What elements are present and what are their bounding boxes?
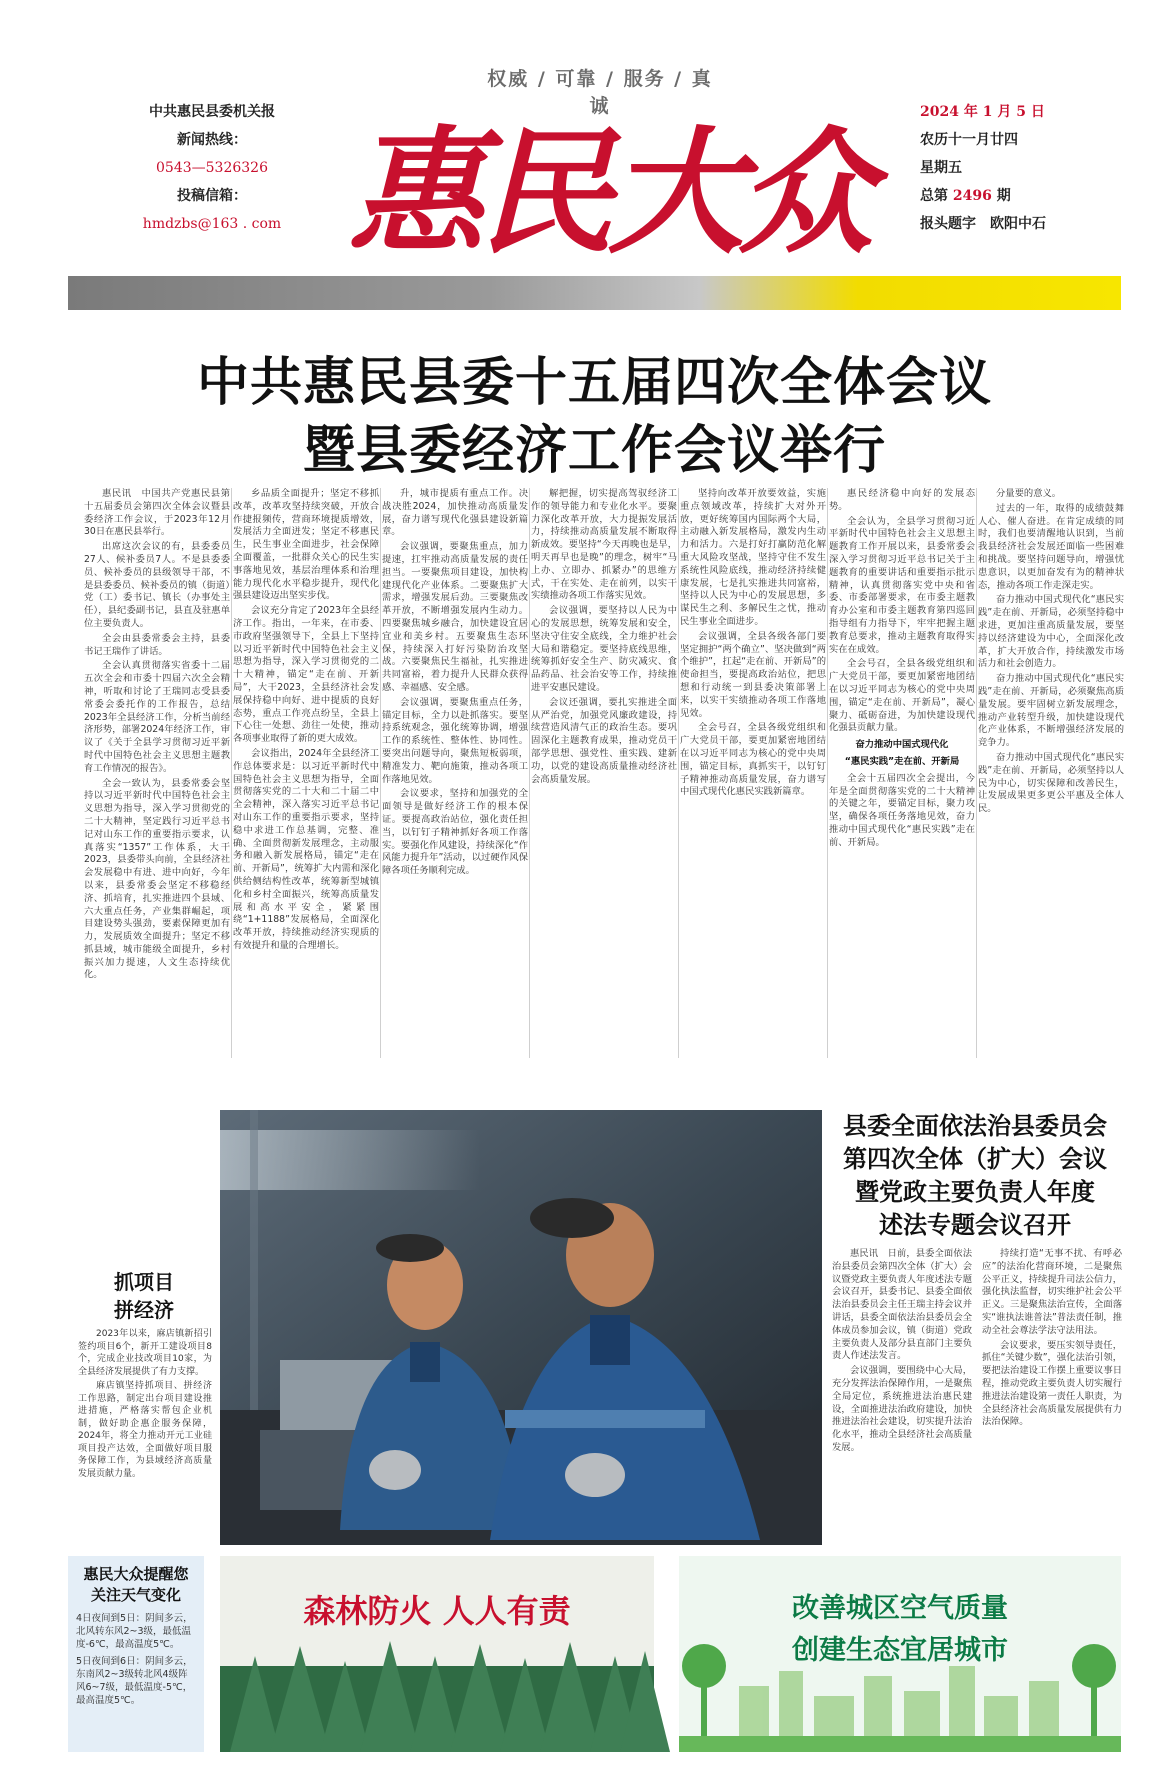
second-paragraph: 惠民讯 日前，县委全面依法治县委员会第四次全体（扩大）会议暨党政主要负责人年度述法专题会议召开，县委书记、县委全面依法治县委员会主任王瑞主持会议并讲话，县委全面依法治县委员会全体成员参加会议，镇（街道）党政主要负责人及部分县直部门主要负责人作述法发言。 — [832, 1248, 972, 1362]
weather-title-line1: 惠民大众提醒您 — [83, 1565, 189, 1583]
lead-story-column — [382, 488, 528, 1060]
forest-fire-ad — [220, 1556, 654, 1752]
lead-paragraph: 全会认真贯彻落实省委十二届五次全会和市委十四届六次全会精神，听取和讨论了王瑞同志受县委常委会委托作的工作报告，总结2023年全县经济工作，分析当前经济形势，部署2024年经济工作，审议了《关于全县学习贯彻习近平新时代中国特色社会主义思想主题教育工作情况的报告》。 — [84, 660, 230, 774]
lead-paragraph: 会议要求，坚持和加强党的全面领导是做好经济工作的根本保证。要提高政治站位，强化责任担当，以钉钉子精神抓好各项工作落实。要强化作风建设，持续深化“作风能力提升年”活动，以过硬作风保障各项任务顺利完成。 — [382, 788, 528, 877]
lead-paragraph: 全会号召，全县各级党组织和广大党员干部，要更加紧密地团结在以习近平同志为核心的党中央周围，锚定目标，真抓实干，以钉钉子精神推动高质量发展，奋力谱写中国式现代化惠民实践新篇章。 — [680, 722, 826, 798]
lead-paragraph: 会议还强调，要扎实推进全面从严治党，加强党风廉政建设，持续营造风清气正的政治生态。要巩固深化主题教育成果，推动党员干部学思想、强党性、重实践、建新功，以党的建设高质量推动经济社会高质量发展。 — [531, 696, 677, 785]
lead-paragraph: 出席这次会议的有，县委委员27人、候补委员7人。不是县委委员、候补委员的县级领导干部，不是县委委员、候补委员的镇（街道）党（工）委书记、镇长（办事处主任），县纪委副书记，县直及驻惠单位主要负责人。 — [84, 541, 230, 629]
second-headline-line: 暨党政主要负责人年度 — [855, 1178, 1095, 1206]
masthead-credit: 报头题字 欧阳中石 — [920, 216, 1046, 232]
hotline-number: 0543—5326326 — [156, 160, 268, 176]
lead-paragraph: 奋力推动中国式现代化“惠民实践”走在前、开新局，必须坚持稳中求进，更加注重高质量发展，要坚持以经济建设为中心，全面深化改革，扩大开放合作，持续激发市场活力和社会创造力。 — [978, 594, 1124, 670]
lead-paragraph: 升，城市提质有重点工作。决战决胜2024，加快推动高质量发展，奋力谱写现代化强县建设新篇章。 — [382, 488, 528, 538]
issue-date: 2024 年 1 月 5 日 — [920, 104, 1045, 120]
lead-story-column — [978, 488, 1124, 1060]
email-label: 投稿信箱： — [177, 188, 247, 204]
column-rule — [380, 488, 381, 1058]
header-divider-bar — [68, 276, 1121, 310]
lead-paragraph: 全会号召，全县各级党组织和广大党员干部，要更加紧密地团结在以习近平同志为核心的党中央周围，锚定“走在前、开新局”，凝心聚力、砥砺奋进，为加快建设现代化强县贡献力量。 — [829, 658, 975, 734]
issue-info — [920, 98, 1080, 238]
lead-paragraph: 分量要的意义。 — [996, 488, 1062, 499]
lead-story-column — [84, 488, 230, 1060]
lead-paragraph: 过去的一年，取得的成绩鼓舞人心、催人奋进。在肯定成绩的同时，我们也要清醒地认识到，当前我县经济社会发展还面临一些困难和挑战。要坚持问题导向，增强忧患意识，以更加奋发有为的精神状态，推动各项工作走深走实。 — [978, 502, 1124, 591]
lead-paragraph: 会议指出，2024年全县经济工作总体要求是：以习近平新时代中国特色社会主义思想为指导，全面贯彻落实党的二十大和二十届二中全会精神，深入落实习近平总书记对山东工作的重要指示要求，坚持稳中求进工作总基调，完整、准确、全面贯彻新发展理念，主动服务和融入新发展格局，锚定“走在前、开新局”，统筹扩大内需和深化供给侧结构性改革，统筹新型城镇化和乡村全面振兴，统筹高质量发展和高水平安全，紧紧围绕“1+1188”发展格局，全面深化改革开放，持续推动经济实现质的有效提升和量的合理增长。 — [233, 747, 379, 951]
lead-paragraph: 全会由县委常委会主持，县委书记王瑞作了讲话。 — [84, 632, 230, 657]
weather-item: 5日夜间到6日：阴间多云，东南风2~3级转北风4级阵风6~7级，最低温度-5℃，最高温度5℃。 — [76, 1656, 193, 1706]
lead-headline-line2: 暨县委经济工作会议举行 — [302, 421, 886, 481]
second-headline-line: 述法专题会议召开 — [879, 1211, 1071, 1239]
second-paragraph: 会议强调，要围绕中心大局，充分发挥法治保障作用，一是聚焦全局定位，系统推进法治惠民建设，全面推进法治政府建设，加快推进法治社会建设，切实提升法治化水平，推动全县经济社会高质量发展。 — [832, 1365, 972, 1453]
weather-item: 4日夜间到5日：阴间多云，北风转东风2~3级，最低温度-6℃，最高温度5℃。 — [76, 1613, 193, 1650]
second-headline-line: 县委全面依法治县委员会 — [843, 1112, 1107, 1140]
masthead-logo — [348, 100, 868, 273]
workers-photo — [220, 1110, 822, 1545]
lead-paragraph: 会议强调，要坚持以人民为中心的发展思想，统筹发展和安全，坚决守住安全底线，全力维护社会大局和谐稳定。要坚持底线思维，统筹抓好安全生产、防灾减灾、食品药品、社会治安等工作，持续推进平安惠民建设。 — [531, 605, 677, 693]
feature-paragraph: 2023年以来，麻店镇新招引签约项目6个，新开工建设项目8个，完成企业技改项目10家，为全县经济发展提供了有力支撑。 — [78, 1329, 212, 1377]
weather-forecast — [68, 1606, 204, 1717]
lead-paragraph: 解把握，切实提高驾驭经济工作的领导能力和专业化水平。要聚力深化改革开放，大力提振发展活力，持续推动高质量发展不断取得新成效。要坚持“今天再晚也是早，明天再早也是晚”的理念，树牢“马上办、立即办、抓紧办”的思维方式，干在实处、走在前列，以实干实绩推动各项工作落实见效。 — [531, 488, 677, 602]
feature-paragraph: 麻店镇坚持抓项目、拼经济工作思路，制定出台项目建设推进措施，严格落实帮包企业机制，做好助企惠企服务保障，2024年，将全力推动开元工业硅项目投产达效，全面做好项目服务保障工作，为县域经济高质量发展贡献力量。 — [78, 1381, 212, 1479]
column-rule — [231, 488, 232, 1058]
lead-story-column — [680, 488, 826, 1060]
second-story-column — [982, 1248, 1122, 1548]
lead-paragraph: 坚持向改革开放要效益，实施重点领域改革，持续扩大对外开放，更好统筹国内国际两个大局，主动融入新发展格局，激发内生动力和活力。六是打好打赢防范化解重大风险攻坚战，坚持守住不发生系统性风险底线，推动经济持续健康发展，七是扎实推进共同富裕，坚持以人民为中心的发展思想，多谋民生之利、多解民生之忧，推动民生事业全面进步。 — [680, 488, 826, 627]
lead-paragraph: 会议充分肯定了2023年全县经济工作。指出，一年来，在市委、市政府坚强领导下，全县上下坚持以习近平新时代中国特色社会主义思想为指导，深入学习贯彻党的二十大精神，锚定“走在前、开新局”，大干2023，全县经济社会发展保持稳中向好、进中提质的良好态势，重点工作亮点纷呈，全县上下心往一处想、劲往一处使，推动各项事业取得了新的更大成效。 — [233, 605, 379, 745]
publisher-name: 中共惠民县委机关报 — [149, 104, 275, 120]
feature-headline-line1: 抓项目 — [114, 1270, 174, 1294]
second-headline-line: 第四次全体（扩大）会议 — [843, 1145, 1107, 1173]
masthead-title: 惠民大众 — [348, 113, 868, 273]
lead-paragraph: 乡品质全面提升；坚定不移抓改革，改革攻坚持续突破，开放合作捷报频传，营商环境提质增效，发展活力全面迸发；坚定不移惠民生，民生事业全面进步，社会保障全面覆盖，一批群众关心的民生实事落地见效，基层治理体系和治理能力现代化水平稳步提升，现代化强县建设迈出坚实步伐。 — [233, 488, 379, 602]
lead-paragraph: 全会认为，全县学习贯彻习近平新时代中国特色社会主义思想主题教育工作开展以来，县委常委会深入学习贯彻习近平总书记关于主题教育的重要讲话和重要指示批示精神，认真贯彻落实党中央和省委、市委部署要求，在市委主题教育办公室和市委主题教育第四巡回指导组有力指导下，牢牢把握主题教育总要求，推动主题教育取得实实在在成效。 — [829, 515, 975, 655]
email-address: hmdzbs@163 . com — [142, 216, 282, 232]
issue-number-value: 2496 — [952, 188, 992, 204]
lead-paragraph: “惠民实践”走在前、开新局 — [844, 755, 960, 767]
publisher-info — [112, 98, 312, 238]
masthead-slogan: 权威 / 可靠 / 服务 / 真诚 — [487, 68, 713, 117]
lead-story-column — [531, 488, 677, 1060]
second-paragraph: 会议要求，要压实领导责任，抓住“关键少数”，强化法治引领，要把法治建设工作摆上重要议事日程，推动党政主要负责人切实履行推进法治建设第一责任人职责，为全县经济社会高质量发展提供有力法治保障。 — [982, 1339, 1122, 1428]
lead-paragraph: 奋力推动中国式现代化“惠民实践”走在前、开新局，必须聚焦高质量发展。要牢固树立新发展理念，推动产业转型升级，加快建设现代化产业体系，不断增强经济发展的竞争力。 — [978, 673, 1124, 749]
lead-paragraph: 会议强调，要聚焦重点任务，锚定目标，全力以赴抓落实。要坚持系统观念，强化统筹协调，增强工作的系统性、整体性、协同性。要突出问题导向，聚焦短板弱项，精准发力、靶向施策，推动各项工作落地见效。 — [382, 696, 528, 785]
air-quality-ad — [679, 1556, 1121, 1752]
issue-suffix: 期 — [996, 188, 1011, 204]
hotline-label: 新闻热线： — [177, 132, 247, 148]
second-paragraph: 持续打造“无事不扰、有呼必应”的法治化营商环境，二是聚焦公平正义，持续提升司法公信力，强化执法监督，切实维护社会公平正义。三是聚焦法治宣传，全面落实“谁执法谁普法”普法责任制，推动全社会尊法学法守法用法。 — [982, 1248, 1122, 1336]
second-story-column — [832, 1248, 972, 1548]
lead-paragraph: 会议强调，全县各级各部门要坚定拥护“两个确立”、坚决做到“两个维护”，扛起“走在前、开新局”的使命担当，要提高政治站位，把思想和行动统一到县委决策部署上来，以实干实绩推动各项工作落地见效。 — [680, 630, 826, 719]
lead-story-column — [233, 488, 379, 1060]
lead-headline-line1: 中共惠民县委十五届四次全体会议 — [196, 353, 992, 413]
forest-fire-slogan: 森林防火 人人有责 — [303, 1592, 571, 1630]
second-story-headline — [830, 1110, 1120, 1242]
lead-paragraph: 惠民经济稳中向好的发展态势。 — [829, 488, 975, 512]
lead-paragraph: 奋力推动中国式现代化 — [855, 739, 949, 751]
column-rule — [678, 488, 679, 1058]
column-rule — [976, 488, 977, 1058]
weekday: 星期五 — [920, 160, 962, 176]
feature-headline-line2: 拼经济 — [114, 1298, 174, 1322]
lead-paragraph: 全会一致认为，县委常委会坚持以习近平新时代中国特色社会主义思想为指导，深入学习贯彻党的二十大精神，坚定践行习近平总书记对山东工作的重要指示要求，认真落实“1357”工作体系，大干2023，县委带头向前，全县经济社会发展稳中有进、进中向好，今年以来，县委常委会坚定不移稳经济、抓培育，扎实推进四个县域、六大重点任务，产业集群崛起，项目建设势头强劲，要素保障更加有力，发展质效全面提升；坚定不移抓县域，城市能级全面提升，乡村振兴加力提速，人文生态持续优化。 — [84, 777, 230, 981]
column-rule — [529, 488, 530, 1058]
column-rule — [827, 488, 828, 1058]
lead-paragraph: 惠民讯 中国共产党惠民县第十五届委员会第四次全体会议暨县委经济工作会议，于2023年12月30日在惠民县举行。 — [84, 488, 230, 538]
feature-headline — [88, 1268, 200, 1324]
lunar-date: 农历十一月廿四 — [920, 132, 1018, 148]
lead-paragraph: 奋力推动中国式现代化“惠民实践”走在前、开新局，必须坚持以人民为中心，切实保障和改善民生，让发展成果更多更公平惠及全体人民。 — [978, 751, 1124, 815]
weather-box — [68, 1556, 204, 1752]
issue-prefix: 总第 — [920, 188, 948, 204]
air-quality-slogan-line1: 改善城区空气质量 — [792, 1593, 1008, 1624]
weather-title — [68, 1564, 204, 1606]
lead-paragraph: 会议强调，要聚焦重点，加力提速，扛牢推动高质量发展的责任担当。一要聚焦项目建设，加快构建现代化产业体系。二要聚焦扩大需求，增强发展后劲。三要聚焦改革开放，不断增强发展内生动力。四要聚焦城乡融合，加快建设宜居宜业和美乡村。五要聚焦生态环保，持续深入打好污染防治攻坚战。六要聚焦民生福祉，扎实推进共同富裕，着力提升人民群众获得感、幸福感、安全感。 — [382, 541, 528, 693]
issue-number — [920, 182, 1080, 210]
weather-title-line2: 关注天气变化 — [90, 1586, 181, 1604]
air-quality-slogan-line2: 创建生态宜居城市 — [792, 1635, 1008, 1666]
lead-paragraph: 全会十五届四次全会提出，今年是全面贯彻落实党的二十大精神的关键之年，要锚定目标，聚力攻坚，确保各项任务落地见效，奋力推动中国式现代化“惠民实践”走在前、开新局。 — [829, 772, 975, 848]
feature-caption — [78, 1328, 212, 1482]
lead-story-column — [829, 488, 975, 1060]
